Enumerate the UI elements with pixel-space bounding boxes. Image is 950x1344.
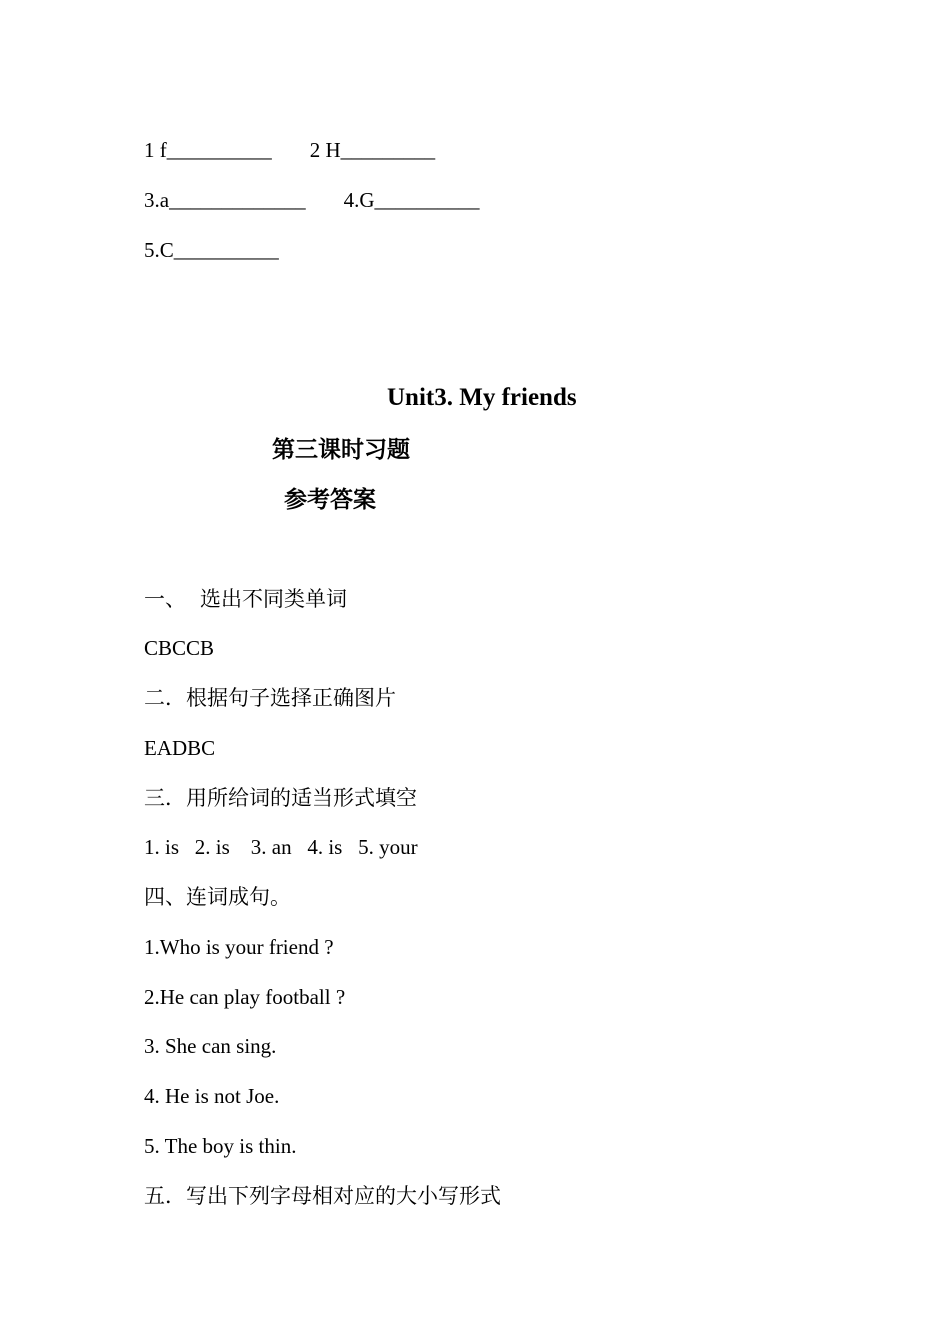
sentence-answer-3: 3. She can sing. xyxy=(144,1034,277,1058)
section-number: 二． xyxy=(144,686,186,710)
blank-item-4: 4.G__________ xyxy=(343,188,480,212)
section-heading-4 xyxy=(144,883,291,911)
blank-item-1: 1 f__________ xyxy=(144,138,272,162)
section-heading-text: 写出下列字母相对应的大小写形式 xyxy=(186,1184,501,1208)
section-number: 五． xyxy=(144,1184,186,1208)
section-heading-text: 根据句子选择正确图片 xyxy=(186,686,396,710)
section-heading-5 xyxy=(144,1182,501,1210)
blank-row-1 xyxy=(144,136,435,164)
blank-item-2: 2 H_________ xyxy=(309,138,436,162)
blank-row-2 xyxy=(144,186,480,214)
sentence-answer-5: 5. The boy is thin. xyxy=(144,1134,297,1158)
answer-title: 参考答案 xyxy=(284,487,376,513)
section-heading-2 xyxy=(144,684,396,712)
section-heading-text: 选出不同类单词 xyxy=(200,587,347,611)
section-heading-1 xyxy=(144,585,347,613)
blank-item-3: 3.a_____________ xyxy=(144,188,306,212)
sentence-answer-1: 1.Who is your friend ? xyxy=(144,935,334,959)
section-number: 四、 xyxy=(144,885,186,909)
section-answer-3: 1. is 2. is 3. an 4. is 5. your xyxy=(144,835,418,859)
section-answer-2: EADBC xyxy=(144,736,216,760)
sentence-answer-4: 4. He is not Joe. xyxy=(144,1084,280,1108)
section-heading-3 xyxy=(144,784,417,812)
section-heading-text: 连词成句。 xyxy=(186,885,291,909)
section-answer-1: CBCCB xyxy=(144,636,215,660)
sentence-answer-2: 2.He can play football ? xyxy=(144,985,346,1009)
section-heading-text: 用所给词的适当形式填空 xyxy=(186,786,417,810)
blank-row-3 xyxy=(144,236,279,264)
unit-title: Unit3. My friends xyxy=(387,384,577,411)
section-number: 一、 xyxy=(144,587,186,611)
section-number: 三． xyxy=(144,786,186,810)
blank-item-5: 5.C__________ xyxy=(144,238,279,262)
lesson-title: 第三课时习题 xyxy=(272,437,410,463)
